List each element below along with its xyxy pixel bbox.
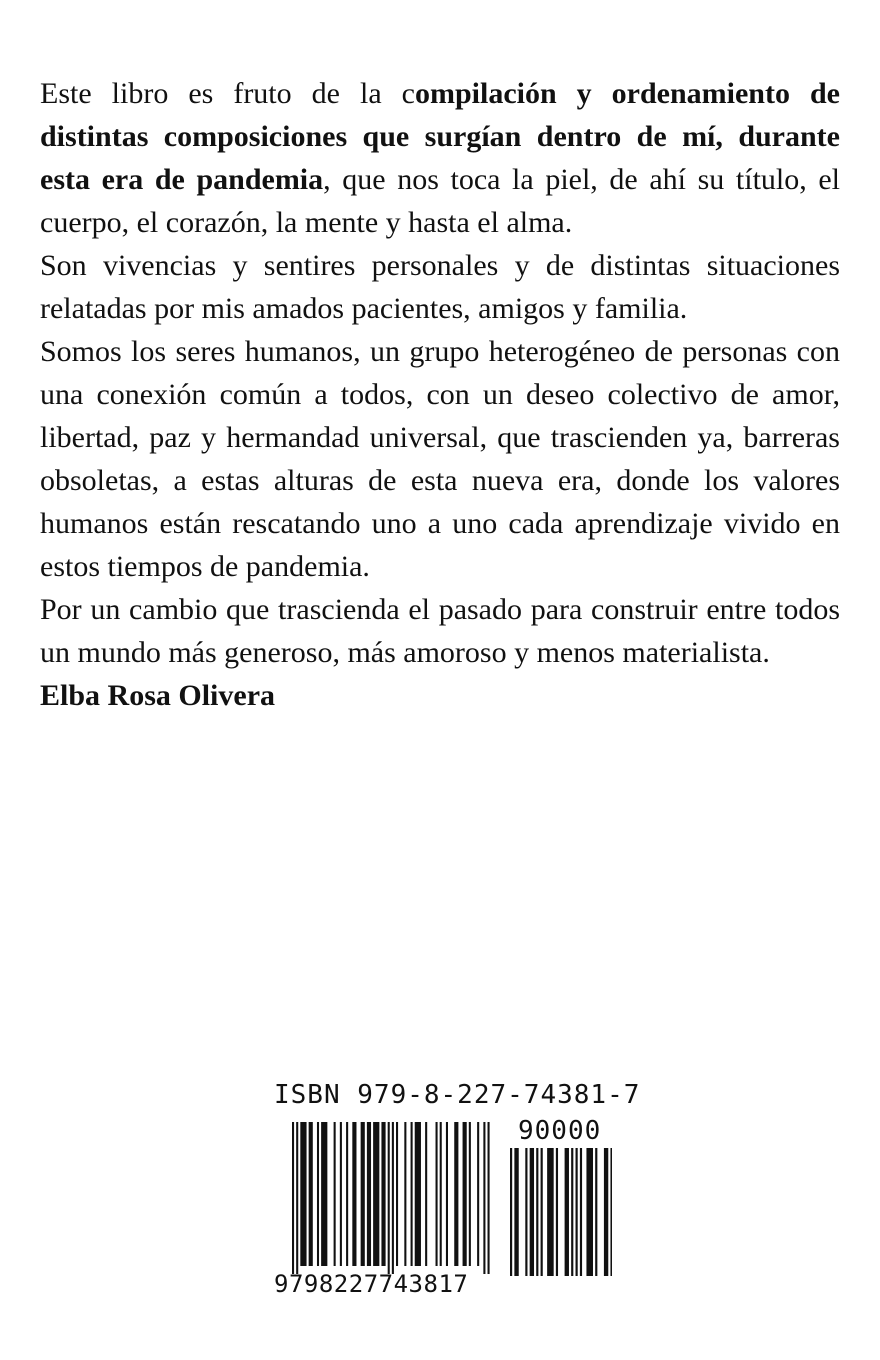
barcode-bars [272,1080,612,1300]
barcode-bar [454,1122,458,1266]
barcode-bar [580,1148,582,1276]
back-cover-text [40,72,840,717]
ean-digits: 9798227743817 [274,1270,469,1298]
paragraph-humanity: Somos los seres humanos, un grupo heterogéneo de personas con una conexión común a todos, con un deseo colectivo de amor, libertad, paz y hermandad universal, que trascienden ya, barreras obsoletas, a estas alturas de esta nueva era, donde los valores humanos están rescatando uno a uno cada aprendizaje vivido en estos tiempos de pandemia. [40,335,840,583]
barcode-bar [321,1122,327,1266]
price-code: 90000 [518,1116,602,1146]
barcode-bar [300,1122,306,1266]
author-name: Elba Rosa Olivera [40,679,276,712]
barcode-bar [381,1122,385,1266]
barcode-bar [604,1148,608,1276]
barcode-bar [334,1122,336,1266]
barcode-bar [483,1122,485,1274]
barcode-bar [317,1122,319,1266]
barcode-bar [415,1122,421,1266]
barcode-bar [411,1122,413,1266]
barcode-bar [576,1148,578,1276]
barcode-bar [367,1122,371,1266]
barcode-bar [309,1122,313,1266]
barcode-bar [436,1122,438,1266]
isbn-barcode [272,1080,641,1300]
barcode-bar [292,1122,294,1274]
barcode-bar [361,1122,365,1266]
barcode-bar [547,1148,554,1276]
barcode-bar [296,1122,298,1274]
barcode-bar [392,1122,394,1274]
barcode-bar [510,1148,512,1276]
barcode-bar [514,1148,518,1276]
barcode-bar [477,1122,479,1266]
barcode-bar [536,1148,538,1276]
barcode-bar [352,1122,356,1266]
barcode-bar [340,1122,342,1266]
barcode-bar [469,1122,471,1266]
intro-tail: , que nos toca la piel, de ahí su título, el cuerpo, el corazón, la mente y hasta el alma. [40,163,840,239]
barcode-bar [556,1148,558,1276]
barcode-bar [440,1122,442,1266]
barcode-bar [404,1122,406,1266]
barcode-bar [463,1122,467,1266]
intro-bold: ompilación y ordenamiento de distintas composiciones que surgían dentro de mí, durante esta era de pandemia [40,77,840,196]
barcode-bar [610,1148,612,1276]
barcode-bar [525,1148,527,1276]
barcode-bar [396,1122,398,1266]
barcode-bar [346,1122,348,1266]
barcode-bar [373,1122,379,1266]
isbn-label: ISBN 979-8-227-74381-7 [274,1080,641,1110]
barcode-bar [541,1148,543,1276]
intro-lead: Este libro es fruto de la c [40,77,415,110]
barcode-bar [388,1122,390,1274]
barcode-bar [595,1148,597,1276]
barcode-bar [425,1122,427,1266]
barcode-bar [571,1148,573,1276]
barcode-bar [488,1122,490,1274]
paragraph-intro [40,72,840,244]
barcode-bar [446,1122,448,1266]
paragraph-experiences: Son vivencias y sentires personales y de distintas situaciones relatadas por mis amados pacientes, amigos y familia. [40,249,840,325]
barcode-bar [565,1148,569,1276]
paragraph-change: Por un cambio que trascienda el pasado para construir entre todos un mundo más generoso, más amoroso y menos materialista. [40,593,840,669]
barcode-bar [586,1148,593,1276]
barcode-bar [530,1148,534,1276]
